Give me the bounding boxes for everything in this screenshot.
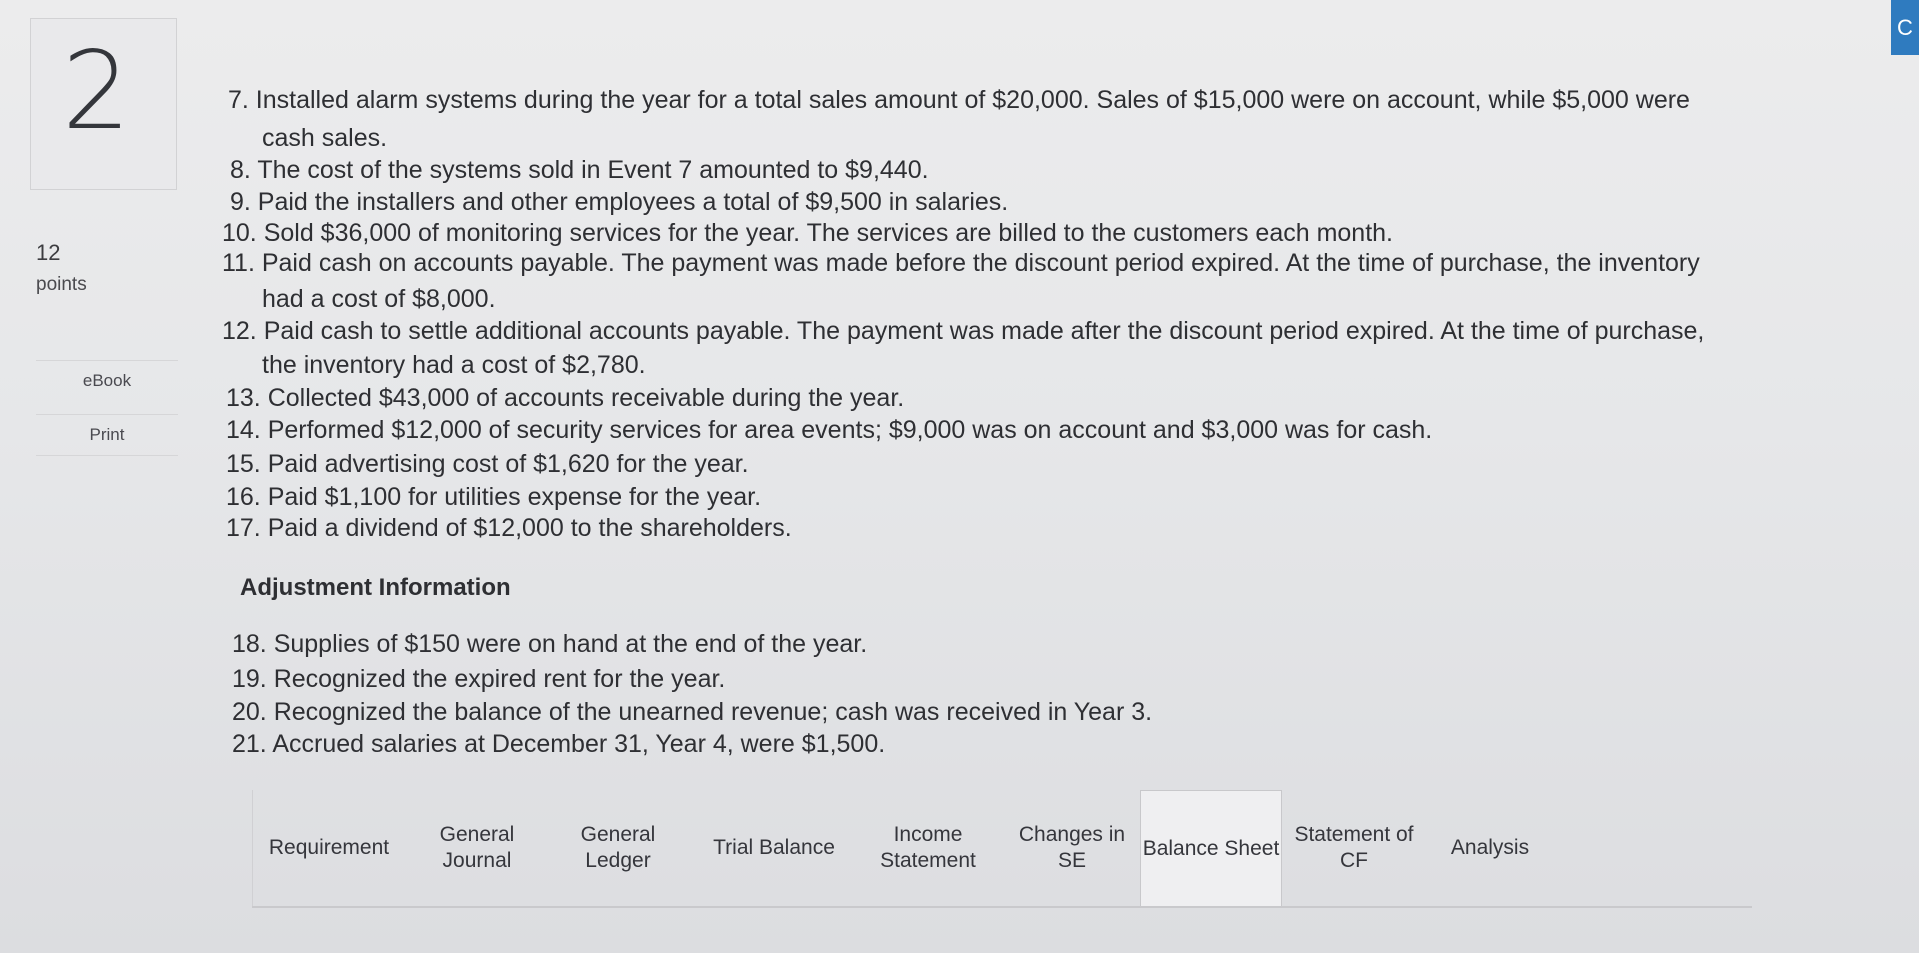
event-item-9: 9. Paid the installers and other employees a total of $9,500 in salaries. (230, 188, 1009, 216)
tab-trial-balance[interactable]: Trial Balance (713, 835, 835, 859)
print-button[interactable]: Print (36, 414, 178, 456)
adjustment-heading: Adjustment Information (240, 574, 511, 601)
event-item-14: 14. Performed $12,000 of security services for area events; $9,000 was on account and $3,000 was for cash. (226, 416, 1433, 444)
adjustment-item-19: 19. Recognized the expired rent for the year. (232, 665, 726, 693)
question-number: 2 (62, 29, 131, 154)
tab-general-ledger[interactable]: General Ledger (580, 822, 656, 872)
event-item-13: 13. Collected $43,000 of accounts receivable during the year. (226, 384, 905, 412)
event-item-7: 7. Installed alarm systems during the year for a total sales amount of $20,000. Sales of $15,000 were on account, while $5,000 were (228, 86, 1690, 114)
requirement-tabs (252, 790, 1762, 914)
event-item-12-continued: the inventory had a cost of $2,780. (262, 351, 646, 379)
corner-button[interactable]: C (1891, 0, 1919, 55)
event-item-11-continued: had a cost of $8,000. (262, 285, 496, 313)
tab-analysis[interactable]: Analysis (1450, 835, 1530, 859)
tab-changes-in-se[interactable]: Changes in SE (1018, 822, 1126, 872)
points-label: points (36, 274, 87, 295)
event-item-15: 15. Paid advertising cost of $1,620 for the year. (226, 450, 749, 478)
event-item-12: 12. Paid cash to settle additional accounts payable. The payment was made after the discount period expired. At the time of purchase, (222, 317, 1705, 345)
tab-statement-of-cf[interactable]: Statement of CF (1294, 822, 1414, 872)
adjustment-item-20: 20. Recognized the balance of the unearned revenue; cash was received in Year 3. (232, 698, 1153, 726)
event-item-8: 8. The cost of the systems sold in Event 7 amounted to $9,440. (230, 156, 929, 184)
tabs-divider (252, 906, 1752, 908)
adjustment-item-18: 18. Supplies of $150 were on hand at the end of the year. (232, 630, 868, 658)
tab-income-statement[interactable]: Income Statement (880, 822, 976, 872)
event-item-7-continued: cash sales. (262, 124, 388, 152)
ebook-button[interactable]: eBook (36, 360, 178, 401)
event-item-11: 11. Paid cash on accounts payable. The payment was made before the discount period expired. At the time of purchase, the inventory (222, 249, 1700, 277)
tab-general-journal[interactable]: General Journal (439, 822, 515, 872)
event-item-10: 10. Sold $36,000 of monitoring services for the year. The services are billed to the customers each month. (222, 219, 1393, 247)
tab-requirement[interactable]: Requirement (252, 790, 405, 906)
event-item-17: 17. Paid a dividend of $12,000 to the shareholders. (226, 514, 792, 542)
tab-balance-sheet[interactable]: Balance Sheet (1140, 790, 1282, 907)
adjustment-item-21: 21. Accrued salaries at December 31, Year 4, were $1,500. (232, 730, 886, 758)
points-value: 12 (36, 240, 61, 265)
event-item-16: 16. Paid $1,100 for utilities expense for the year. (226, 483, 762, 511)
